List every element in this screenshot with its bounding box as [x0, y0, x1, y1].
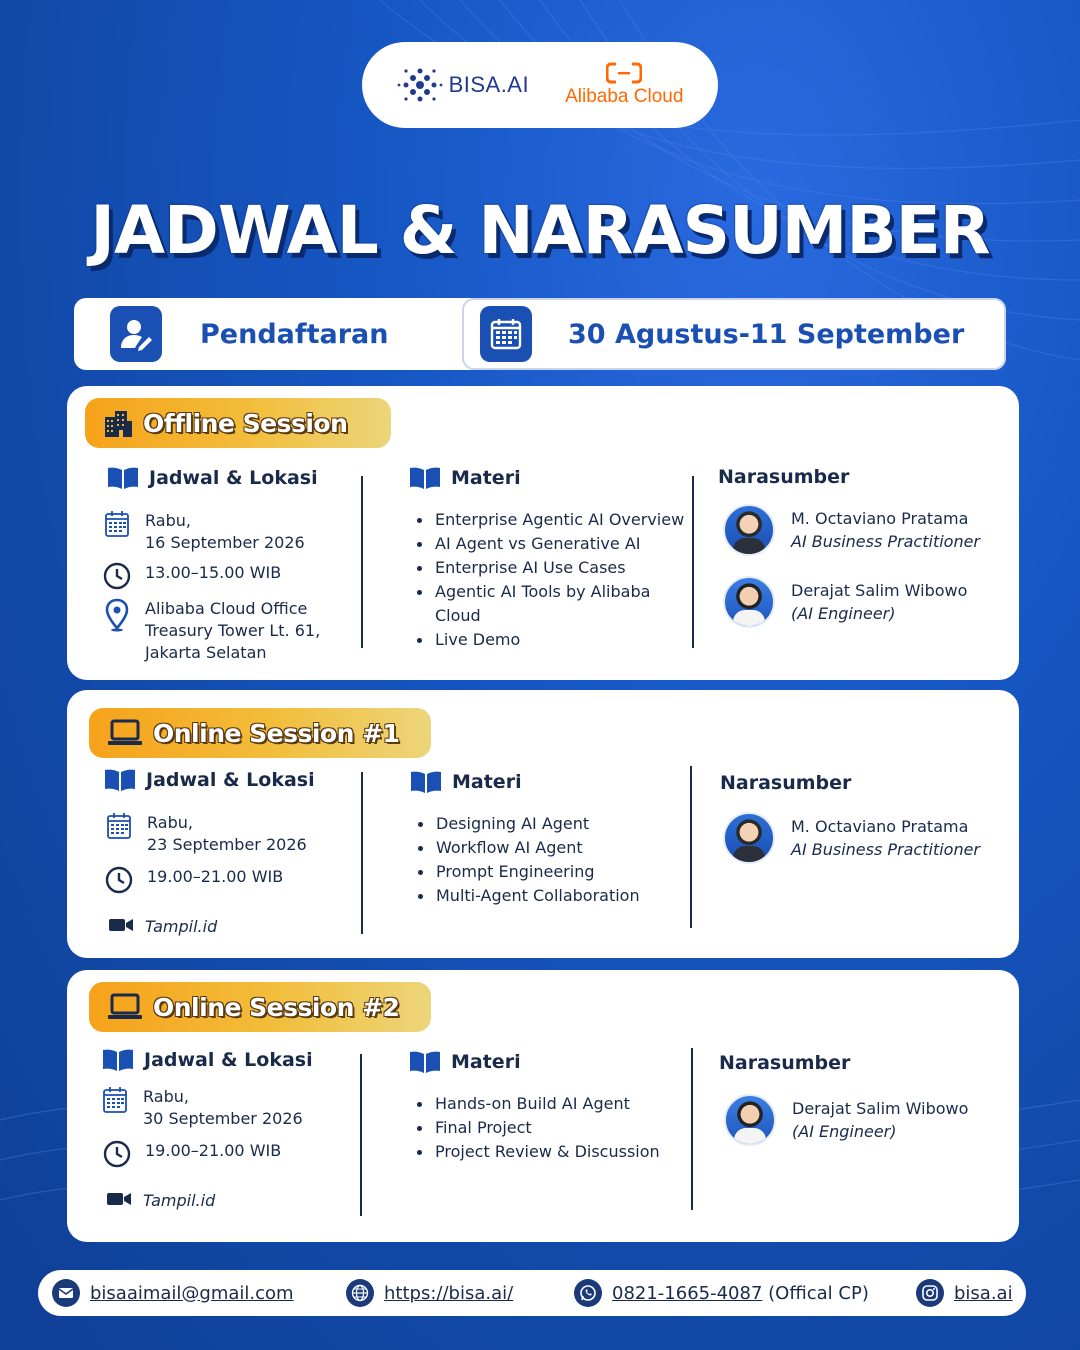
materi-list [416, 812, 640, 908]
list-item: Project Review & Discussion [415, 1140, 660, 1164]
column-divider [360, 1054, 362, 1216]
speaker-name: Derajat Salim Wibowo [791, 581, 968, 600]
list-item: Designing AI Agent [416, 812, 640, 836]
session-date: 30 September 2026 [143, 1109, 303, 1128]
list-item-continuation: Cloud [435, 606, 481, 625]
open-book-icon [410, 770, 442, 794]
materi-header-label: Materi [452, 771, 522, 793]
location-row [103, 598, 320, 664]
page-title: JADWAL & NARASUMBER [90, 192, 990, 269]
phone-link[interactable]: 0821-1665-4087 [612, 1282, 763, 1304]
time-row [105, 866, 283, 894]
registration-label-section [74, 298, 464, 370]
speakers-header-label: Narasumber [719, 1052, 851, 1074]
schedule-header [102, 1048, 313, 1072]
list-item: Live Demo [415, 628, 684, 652]
mail-icon [52, 1279, 80, 1307]
open-book-icon [409, 1050, 441, 1074]
calendar-icon [101, 1086, 129, 1114]
session-time: 19.00–21.00 WIB [145, 1141, 282, 1160]
speaker [723, 576, 967, 628]
laptop-icon [107, 993, 143, 1021]
schedule-header [104, 768, 315, 792]
list-item: Hands-on Build AI Agent [415, 1092, 660, 1116]
registration-bar [74, 298, 1006, 370]
materi-header [409, 1050, 521, 1074]
column-divider [361, 772, 363, 934]
speakers-column [720, 772, 851, 794]
avatar [723, 812, 775, 864]
column-divider [692, 476, 694, 648]
column-divider [361, 476, 363, 648]
partner-logos [362, 42, 718, 128]
speaker-role: AI Business Practitioner [791, 840, 981, 859]
list-item: Prompt Engineering [416, 860, 640, 884]
open-book-icon [409, 466, 441, 490]
list-item: Multi-Agent Collaboration [416, 884, 640, 908]
session-card-online-2 [67, 970, 1019, 1242]
date-row [101, 1086, 303, 1130]
registration-dates-section [462, 298, 1006, 370]
speaker-name: M. Octaviano Pratama [791, 509, 969, 528]
bisa-ai-mark-icon [397, 64, 443, 106]
materi-column [410, 770, 522, 794]
speakers-column [718, 466, 849, 488]
location-line: Alibaba Cloud Office [145, 599, 308, 618]
contact-footer [38, 1270, 1026, 1316]
speaker [723, 812, 980, 864]
materi-header [409, 466, 521, 490]
speaker [724, 1094, 968, 1146]
schedule-column [104, 768, 315, 792]
list-item: Workflow AI Agent [416, 836, 640, 860]
session-date: 23 September 2026 [147, 835, 307, 854]
laptop-icon [107, 719, 143, 747]
schedule-header-label: Jadwal & Lokasi [144, 1049, 313, 1071]
session-badge-label: Online Session #1 [153, 718, 400, 748]
session-card-offline [67, 386, 1019, 680]
schedule-column [102, 1048, 313, 1072]
session-time: 19.00–21.00 WIB [147, 867, 284, 886]
speaker-name: M. Octaviano Pratama [791, 817, 969, 836]
speaker-role: (AI Engineer) [791, 604, 896, 623]
clock-icon [105, 866, 133, 894]
open-book-icon [102, 1048, 134, 1072]
list-item: Enterprise Agentic AI Overview [415, 508, 684, 532]
time-row [103, 562, 281, 590]
email-contact [52, 1279, 294, 1307]
video-camera-icon [107, 916, 135, 934]
date-row [105, 812, 307, 856]
whatsapp-contact [574, 1279, 869, 1307]
list-item: Enterprise AI Use Cases [415, 556, 684, 580]
avatar [724, 1094, 776, 1146]
date-row [103, 510, 305, 554]
email-link[interactable]: bisaaimail@gmail.com [90, 1282, 294, 1304]
session-badge [89, 982, 431, 1032]
globe-icon [346, 1279, 374, 1307]
speaker-role: AI Business Practitioner [791, 532, 981, 551]
list-item: Agentic AI Tools by Alibaba [415, 580, 684, 604]
speaker [723, 504, 980, 556]
session-card-online-1 [67, 690, 1019, 958]
time-row [103, 1140, 281, 1168]
schedule-header [107, 466, 318, 490]
speakers-header [718, 466, 849, 488]
building-icon [103, 409, 133, 437]
speakers-header-label: Narasumber [720, 772, 852, 794]
session-badge-label: Online Session #2 [153, 992, 400, 1022]
list-item: AI Agent vs Generative AI [415, 532, 684, 556]
video-camera-icon [105, 1190, 133, 1208]
list-item: Final Project [415, 1116, 660, 1140]
registration-label: Pendaftaran [200, 318, 389, 350]
avatar [723, 576, 775, 628]
session-badge [85, 398, 391, 448]
schedule-header-label: Jadwal & Lokasi [146, 769, 315, 791]
schedule-header-label: Jadwal & Lokasi [149, 467, 318, 489]
platform-name: Tampil.id [143, 1191, 216, 1210]
open-book-icon [104, 768, 136, 792]
column-divider [691, 1048, 693, 1210]
materi-list [415, 1092, 660, 1164]
instagram-link[interactable]: bisa.ai [954, 1282, 1013, 1304]
calendar-icon [480, 306, 532, 362]
materi-column [409, 1050, 521, 1074]
materi-header-label: Materi [451, 467, 521, 489]
speakers-column [719, 1052, 850, 1074]
clock-icon [103, 1140, 131, 1168]
avatar [723, 504, 775, 556]
location-pin-icon [103, 598, 131, 632]
calendar-icon [103, 510, 131, 538]
platform-row [105, 1190, 215, 1212]
session-date: 16 September 2026 [145, 533, 305, 552]
speaker-role: (AI Engineer) [792, 1122, 897, 1141]
alibaba-cloud-wordmark: Alibaba Cloud [565, 86, 684, 107]
calendar-icon [105, 812, 133, 840]
bisa-ai-wordmark: BISA.AI [448, 72, 530, 97]
registration-dates: 30 Agustus-11 September [568, 318, 965, 350]
location-line: Jakarta Selatan [145, 643, 267, 662]
speakers-header [719, 1052, 850, 1074]
session-badge [89, 708, 431, 758]
instagram-icon [916, 1279, 944, 1307]
website-contact [346, 1279, 513, 1307]
bisa-ai-logo [397, 64, 530, 106]
session-day: Rabu, [147, 813, 193, 832]
platform-row [107, 916, 217, 938]
user-edit-icon [110, 306, 162, 362]
alibaba-cloud-mark-icon [606, 62, 642, 84]
materi-header-label: Materi [451, 1051, 521, 1073]
session-time: 13.00–15.00 WIB [145, 563, 282, 582]
location-line: Treasury Tower Lt. 61, [145, 621, 321, 640]
session-badge-label: Offline Session [143, 408, 348, 438]
clock-icon [103, 562, 131, 590]
session-day: Rabu, [143, 1087, 189, 1106]
instagram-contact [916, 1279, 1013, 1307]
materi-header [410, 770, 522, 794]
materi-column [409, 466, 521, 490]
website-link[interactable]: https://bisa.ai/ [384, 1282, 514, 1304]
column-divider [690, 766, 692, 928]
speakers-header [720, 772, 851, 794]
phone-note: (Offical CP) [768, 1282, 869, 1304]
speaker-name: Derajat Salim Wibowo [792, 1099, 969, 1118]
whatsapp-icon [574, 1279, 602, 1307]
platform-name: Tampil.id [145, 917, 218, 936]
schedule-column [107, 466, 318, 490]
speakers-header-label: Narasumber [718, 466, 850, 488]
open-book-icon [107, 466, 139, 490]
materi-list [415, 508, 684, 652]
session-day: Rabu, [145, 511, 191, 530]
alibaba-cloud-logo [565, 62, 683, 108]
